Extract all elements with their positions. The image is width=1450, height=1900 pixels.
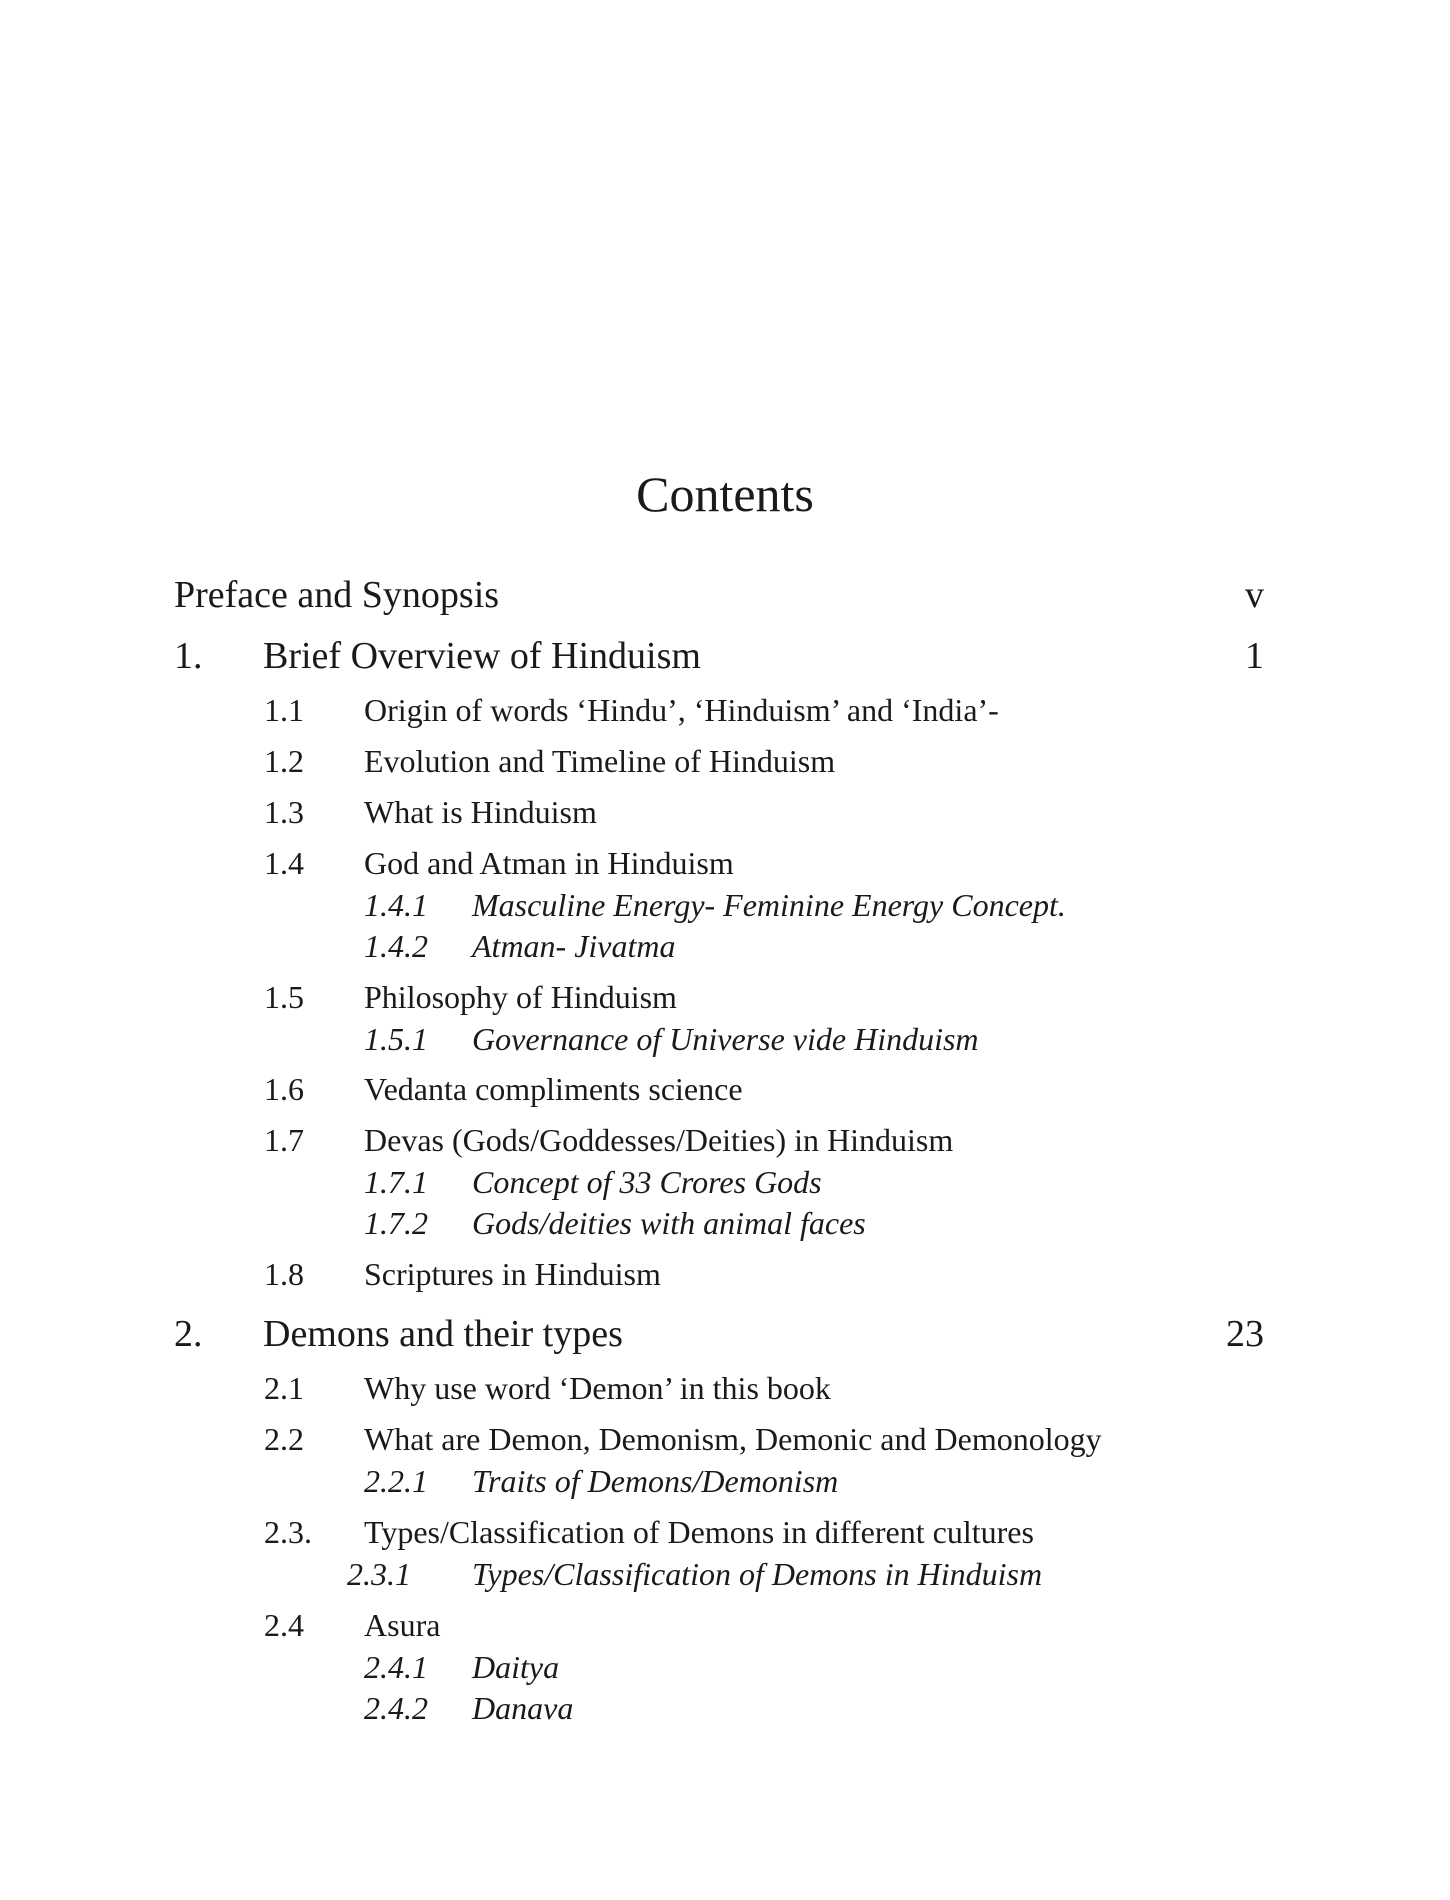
toc-entry-title: Masculine Energy- Feminine Energy Concept. xyxy=(472,887,1066,923)
toc-entry-number: 1.6 xyxy=(264,1071,304,1107)
toc-entry-title: What is Hinduism xyxy=(364,794,597,830)
toc-entry-number: 1.7 xyxy=(264,1122,304,1158)
toc-entry-number: 1.4.2 xyxy=(364,928,428,964)
page-title: Contents xyxy=(636,466,814,522)
toc-entry-title: Brief Overview of Hinduism xyxy=(263,635,701,677)
toc-entry-title: Scriptures in Hinduism xyxy=(364,1256,661,1292)
toc-entry-number: 2.4 xyxy=(264,1607,304,1643)
toc-page-number: 23 xyxy=(1226,1313,1264,1355)
toc-entry-title: Danava xyxy=(472,1690,574,1726)
toc-entry-number: 1.5 xyxy=(264,979,304,1015)
toc-page-number: v xyxy=(1245,574,1264,616)
toc-entry-title: God and Atman in Hinduism xyxy=(364,845,734,881)
toc-entry-title: Concept of 33 Crores Gods xyxy=(472,1164,822,1200)
toc-entry-title: Traits of Demons/Demonism xyxy=(472,1463,839,1499)
toc-entry-number: 1.7.2 xyxy=(364,1205,428,1241)
toc-entry-number: 2.2 xyxy=(264,1421,304,1457)
toc-entry-title: Types/Classification of Demons in different cultures xyxy=(364,1514,1034,1550)
toc-entry-number: 1.5.1 xyxy=(364,1021,428,1057)
toc-entry-title: Daitya xyxy=(472,1649,560,1685)
toc-entry-title: Asura xyxy=(364,1607,441,1643)
toc-entry-title: Preface and Synopsis xyxy=(174,574,500,616)
toc-entry-title: Atman- Jivatma xyxy=(472,928,676,964)
toc-entry-number: 1.1 xyxy=(264,692,304,728)
toc-entry-number: 2.1 xyxy=(264,1370,304,1406)
toc-entry-title: Why use word ‘Demon’ in this book xyxy=(364,1370,831,1406)
toc-entry-title: Governance of Universe vide Hinduism xyxy=(472,1021,979,1057)
toc-entry-title: Gods/deities with animal faces xyxy=(472,1205,866,1241)
toc-entry-title: Origin of words ‘Hindu’, ‘Hinduism’ and ‘India’- xyxy=(364,692,999,728)
toc-entry-number: 2. xyxy=(174,1313,203,1355)
toc-entry-title: Demons and their types xyxy=(263,1313,623,1355)
toc-entry-title: Vedanta compliments science xyxy=(364,1071,743,1107)
toc-entry-number: 2.3.1 xyxy=(347,1556,411,1592)
toc-entry-number: 2.4.1 xyxy=(364,1649,428,1685)
toc-page-number: 1 xyxy=(1245,635,1264,677)
toc-entry-title: Philosophy of Hinduism xyxy=(364,979,677,1015)
toc-entry-title: Devas (Gods/Goddesses/Deities) in Hinduism xyxy=(364,1122,954,1158)
toc-entry-title: Evolution and Timeline of Hinduism xyxy=(364,743,836,779)
toc-entry-number: 2.3. xyxy=(264,1514,312,1550)
toc-entry-number: 2.2.1 xyxy=(364,1463,428,1499)
toc-entry-number: 1.2 xyxy=(264,743,304,779)
toc-entry-number: 1.3 xyxy=(264,794,304,830)
toc-entry-number: 1.8 xyxy=(264,1256,304,1292)
toc-entry-number: 1.4.1 xyxy=(364,887,428,923)
toc-entry-title: What are Demon, Demonism, Demonic and Demonology xyxy=(364,1421,1102,1457)
toc-entry-number: 2.4.2 xyxy=(364,1690,428,1726)
toc-entry-number: 1.4 xyxy=(264,845,304,881)
toc-entry-number: 1.7.1 xyxy=(364,1164,428,1200)
toc-entry-title: Types/Classification of Demons in Hinduism xyxy=(472,1556,1043,1592)
toc-entry-number: 1. xyxy=(174,635,203,677)
